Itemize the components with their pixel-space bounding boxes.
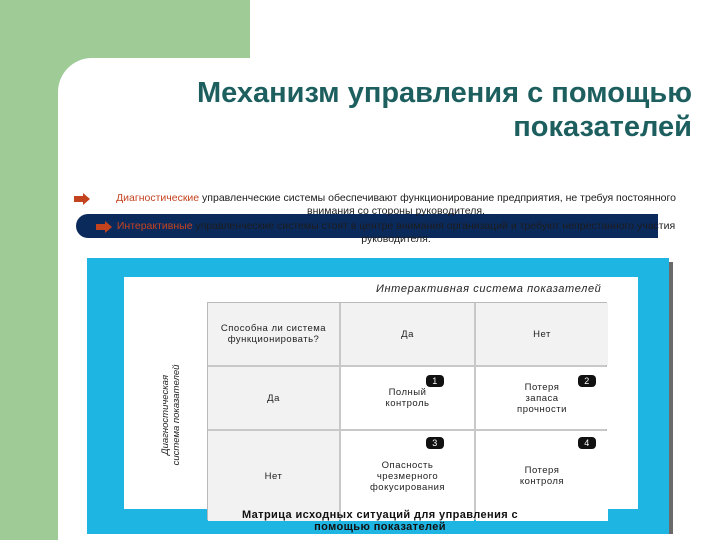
matrix-number-badge: 1 — [426, 375, 444, 387]
figure-caption: Матрица исходных ситуаций для управления с помощью показателей — [241, 509, 519, 533]
matrix-col-yes: Да — [341, 303, 474, 365]
slide-title-line1: Механизм управления с помощью — [196, 77, 692, 109]
matrix-number-badge: 3 — [426, 437, 444, 449]
figure-shadow — [669, 262, 673, 534]
matrix-number-badge: 2 — [578, 375, 596, 387]
bullet-interactive — [116, 220, 676, 246]
situation-matrix — [207, 302, 607, 520]
matrix-corner-cell: Способна ли система функционировать? — [208, 303, 339, 365]
matrix-cell-4 — [476, 431, 608, 521]
vertical-axis-label-line2: система показателей — [171, 364, 182, 466]
bullet-interactive-text: управленческие системы стоят в центре внимания организаций и требуют непрестанного участия руководителя. — [192, 220, 676, 245]
bullet-arrow-icon — [96, 221, 112, 233]
matrix-cell-3-text: Опасность чрезмерного фокусирования — [369, 459, 446, 493]
slide-title-line2: показателей — [513, 111, 692, 143]
vertical-axis-label — [160, 360, 182, 470]
matrix-cell-1-text: Полный контроль — [385, 387, 430, 409]
figure-header: Интерактивная система показателей — [376, 283, 602, 295]
matrix-row-yes: Да — [208, 367, 339, 429]
bullet-diagnostic-text: управленческие системы обеспечивают функционирование предприятия, не требуя постоянного внимания со стороны руководителя. — [199, 192, 676, 217]
bullet-diagnostic-term: Диагностические — [116, 192, 200, 204]
vertical-axis-label-line1: Диагностическая — [160, 374, 171, 456]
matrix-cell-4-text: Потеря контроля — [519, 465, 565, 487]
matrix-cell-3 — [341, 431, 474, 521]
slide-title — [92, 76, 692, 144]
matrix-cell-1 — [341, 367, 474, 429]
bullet-diagnostic — [96, 192, 696, 218]
bullet-interactive-term: Интерактивные — [116, 220, 193, 232]
bullet-arrow-icon — [74, 193, 90, 205]
matrix-col-no: Нет — [476, 303, 608, 365]
matrix-cell-2-text: Потеря запаса прочности — [517, 381, 567, 415]
matrix-cell-2 — [476, 367, 608, 429]
matrix-number-badge: 4 — [578, 437, 596, 449]
matrix-row-no: Нет — [208, 431, 339, 521]
